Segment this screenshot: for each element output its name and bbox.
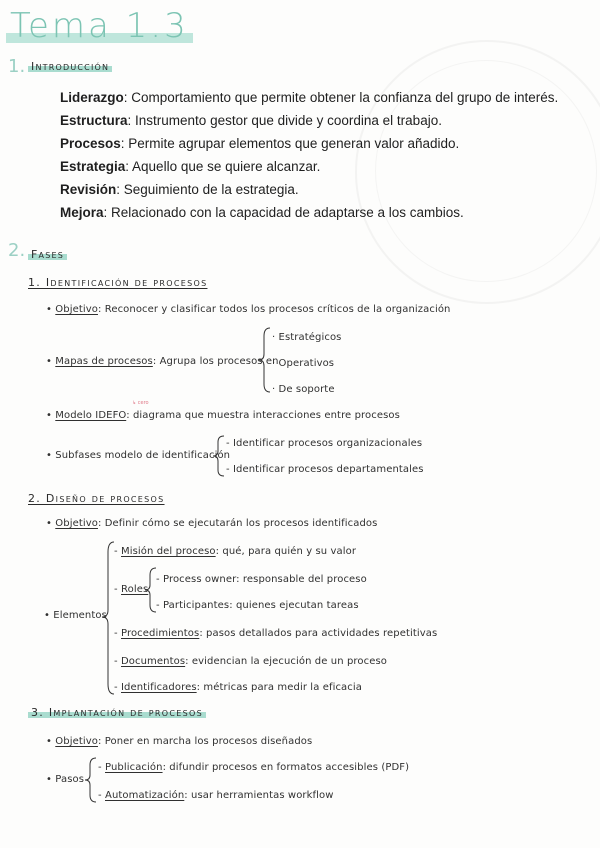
- definition-liderazgo: Liderazgo: Comportamiento que permite obtener la confianza del grupo de interés.: [60, 90, 559, 105]
- section-2-number: 2.: [8, 240, 26, 261]
- elemento-procedimientos: - Procedimientos: pasos detallados para actividades repetitivas: [114, 628, 438, 639]
- mapas-brace: [258, 326, 272, 394]
- phase-3-title: 3. Implantación de procesos: [28, 706, 206, 719]
- elemento-documentos: - Documentos: evidencian la ejecución de un proceso: [114, 656, 387, 667]
- definitions-list: [60, 86, 558, 224]
- phase-2-title: 2. Diseño de procesos: [28, 492, 165, 505]
- subfases-brace: [212, 434, 226, 478]
- subfases-item-organizacionales: - Identificar procesos organizacionales: [226, 438, 423, 449]
- elemento-roles: - Roles: [114, 584, 149, 595]
- page-title: Tema 1.3: [6, 6, 193, 46]
- definition-estrategia: Estrategia: Aquello que se quiere alcanzar.: [60, 159, 321, 174]
- phase-1-subfases: • Subfases modelo de identificación: [46, 450, 231, 461]
- role-process-owner: - Process owner: responsable del proceso: [156, 574, 367, 585]
- section-2-label: Fases: [28, 248, 67, 261]
- mapas-item-estrategicos: · Estratégicos: [272, 332, 342, 343]
- section-1-title: [28, 60, 112, 73]
- subfases-item-departamentales: - Identificar procesos departamentales: [226, 464, 424, 475]
- section-1-label: Introducción: [28, 60, 112, 73]
- definition-revision: Revisión: Seguimiento de la estrategia.: [60, 182, 299, 197]
- section-2-title: [28, 248, 67, 261]
- mapas-item-soporte: · De soporte: [272, 384, 335, 395]
- phase-3-pasos: • Pasos: [46, 774, 85, 785]
- paso-automatizacion: - Automatización: usar herramientas workflow: [98, 790, 334, 801]
- pasos-brace: [84, 756, 98, 804]
- elemento-mision: - Misión del proceso: qué, para quién y su valor: [114, 546, 357, 557]
- idef-zero-note: ↳ cero: [132, 400, 149, 406]
- phase-1-title: 1. Identificación de procesos: [28, 276, 208, 289]
- paso-publicacion: - Publicación: difundir procesos en formatos accesibles (PDF): [98, 762, 410, 773]
- phase-2-elementos: • Elementos: [44, 610, 107, 621]
- phase-2-objetivo: • Objetivo: Definir cómo se ejecutarán los procesos identificados: [46, 518, 378, 529]
- phase-1-objetivo: • Objetivo: Reconocer y clasificar todos los procesos críticos de la organización: [46, 304, 451, 315]
- elementos-brace: [100, 540, 116, 696]
- elemento-identificadores: - Identificadores: métricas para medir la eficacia: [114, 682, 362, 693]
- section-1-number: 1.: [8, 56, 26, 77]
- role-participantes: - Participantes: quienes ejecutan tareas: [156, 600, 359, 611]
- phase-1-mapas: • Mapas de procesos: Agrupa los procesos en: [46, 356, 279, 367]
- definition-estructura: Estructura: Instrumento gestor que divide y coordina el trabajo.: [60, 113, 442, 128]
- mapas-item-operativos: · Operativos: [272, 358, 335, 369]
- definition-procesos: Procesos: Permite agrupar elementos que generan valor añadido.: [60, 136, 460, 151]
- phase-3-objetivo: • Objetivo: Poner en marcha los procesos diseñados: [46, 736, 313, 747]
- definition-mejora: Mejora: Relacionado con la capacidad de adaptarse a los cambios.: [60, 205, 464, 220]
- phase-1-idef: • Modelo IDEFO: diagrama que muestra interacciones entre procesos: [46, 410, 400, 421]
